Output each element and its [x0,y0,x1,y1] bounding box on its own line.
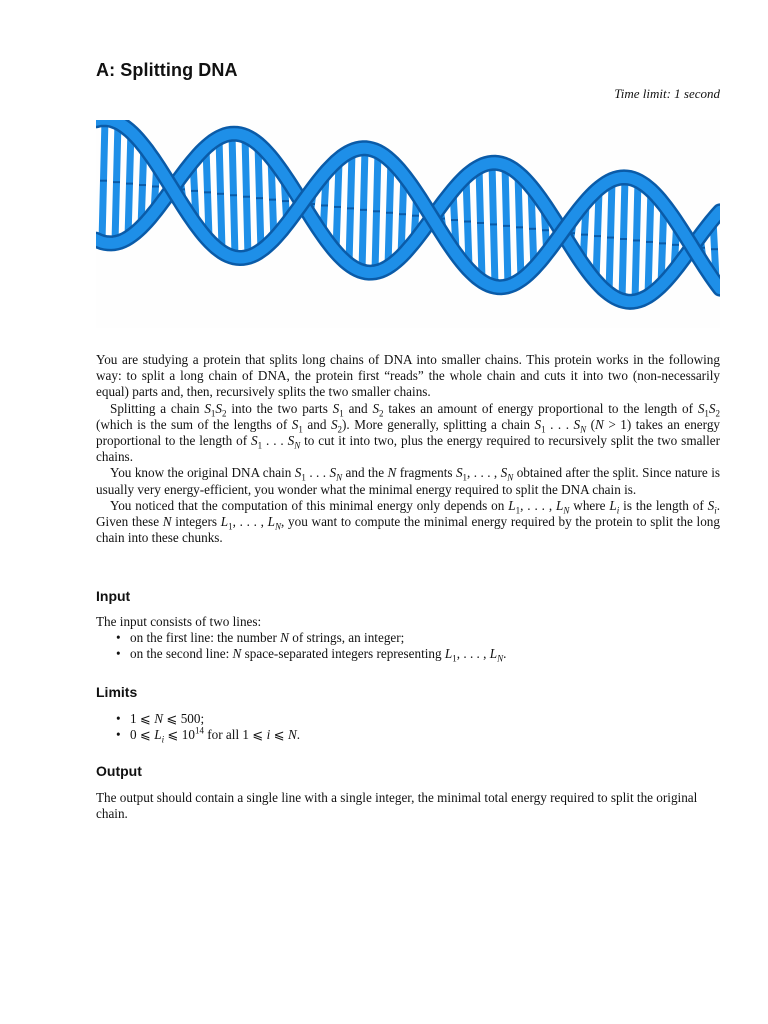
dna-helix-image [96,120,720,328]
statement-paragraph-4: You noticed that the computation of this minimal energy only depends on $L_1$, . . . , $L_N$ where $L_i$ is the length of $S_i$. Given these N integers $L_1$, . . . , $L_N$, you want to compute the minimal energy required by the protein to split the long chain into these chunks. [96,497,721,546]
output-text: The output should contain a single line with a single integer, the minimal total energy required to split the original chain. [96,790,698,822]
list-item: • 0 ⩽ $L_i$ ⩽ $10^{14}$ for all 1 ⩽ i ⩽ N. [116,727,720,743]
output-section [96,790,720,822]
input-intro: The input consists of two lines: [96,614,262,629]
problem-title: A: Splitting DNA [96,60,238,80]
output-heading: Output [96,763,142,779]
statement-paragraph-2: Splitting a chain $S_1S_2$ into the two parts $S_1$ and $S_2$ takes an amount of energy proportional to the length of $S_1S_2$ (which is the sum of the lengths of $S_1$ and $S_2$). More generally, splitting a chain $S_1$ . . . $S_N$ (N > 1) takes an energy proportional to the length of $S_1$ . . . $S_N$ to cut it into two, plus the energy required to recursively split the two smaller chains. [96,400,721,465]
input-heading: Input [96,588,131,604]
limits-heading: Limits [96,684,138,700]
input-section [96,614,720,663]
statement-paragraph-1: You are studying a protein that splits long chains of DNA into smaller chains. This protein works in the following way: to split a long chain of DNA, the protein first “reads” the whole chain and cuts it into two (non-necessarily equal) parts and, then, recursively splits the two smaller chains. [96,352,720,400]
list-item: • on the second line: N space-separated integers representing $L_1$, . . . , $L_N$. [116,646,720,662]
limits-section [96,711,720,743]
statement-paragraph-3: You know the original DNA chain $S_1$ . . . $S_N$ and the N fragments $S_1$, . . . , $S_N$ obtained after the split. Since nature is usually very energy-efficient, you wonder what the minimal energy required to split the DNA chain is. [96,465,721,497]
problem-statement [96,352,720,546]
time-limit: Time limit: 1 second [614,86,720,101]
list-item: • on the first line: the number N of strings, an integer; [116,630,720,646]
limits-list [96,711,720,743]
list-item: • 1 ⩽ N ⩽ 500; [116,711,720,727]
input-list [96,630,720,665]
